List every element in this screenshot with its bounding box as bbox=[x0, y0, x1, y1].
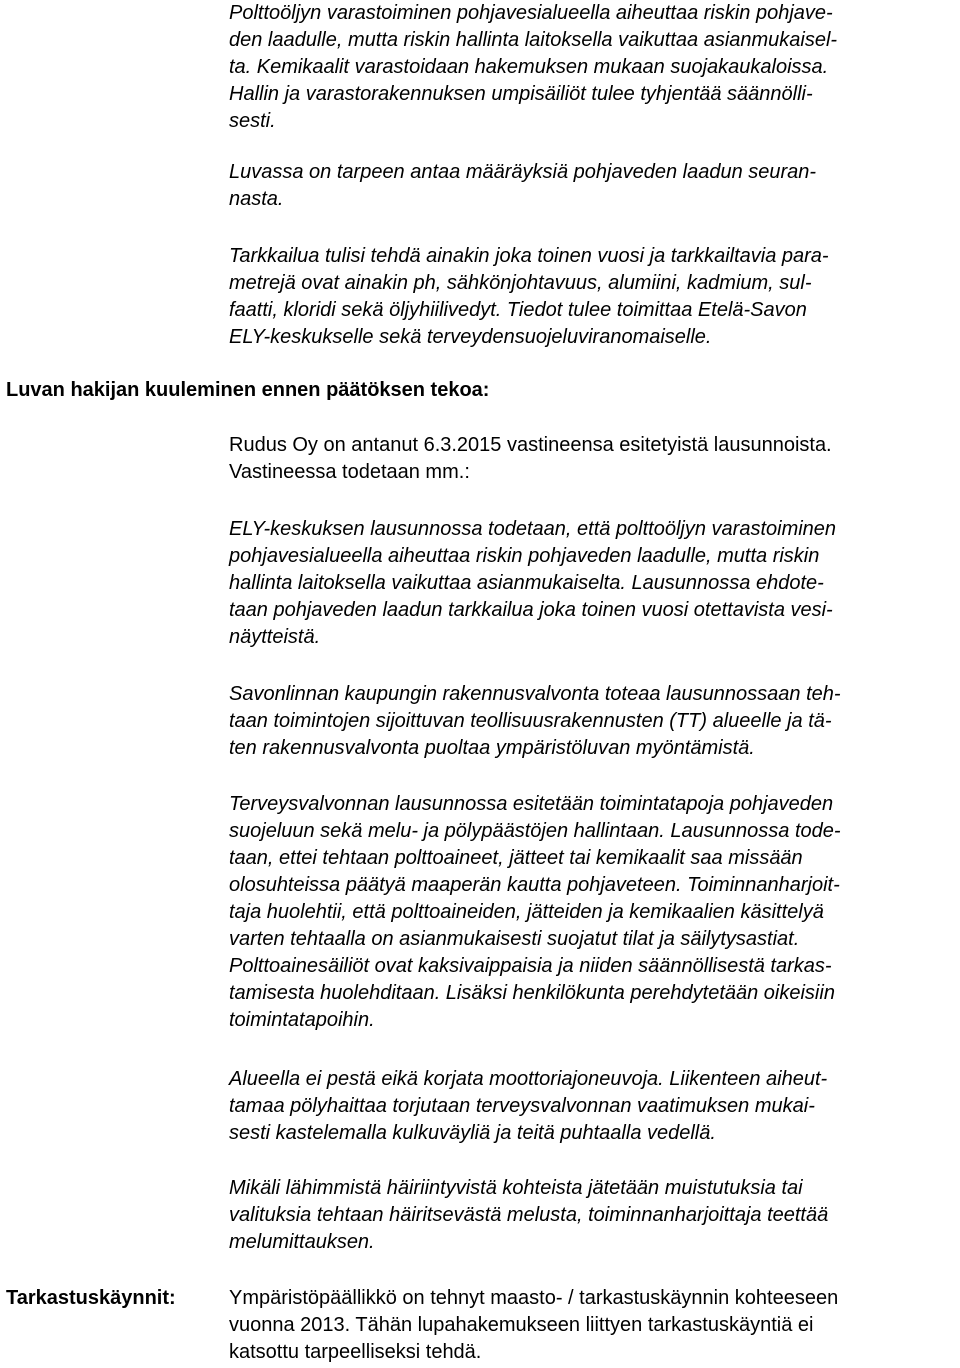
paragraph-health-supervision: Terveysvalvonnan lausunnossa esitetään toimintatapoja pohjaveden suojeluun sekä melu- ja pölypäästöjen hallintaan. Lausunnossa tode- taan, ettei tehtaan polttoaineet, jätteet tai kemikaalit saa missään olosuhteissa päätyä maaperän kautta pohjaveteen. Toiminnanharjoit- taja huolehtii, että polttoaineiden, jätteiden ja kemikaalien käsittelyä varten tehtaalla on asianmukaisesti suojatut tilat ja säilytysastiat. Polttoainesäiliöt ovat kaksivaippaisia ja niiden säännöllisestä tarkas- tamisesta huolehditaan. Lisäksi henkilökunta perehdytetään oikeisiin toimintatapoihin. bbox=[229, 793, 841, 1031]
paragraph-inspection: Ympäristöpäällikkö on tehnyt maasto- / tarkastuskäynnin kohteeseen vuonna 2013. Tähän lupahakemukseen liittyen tarkastuskäyntiä ei katsottu tarpeelliseksi tehdä. bbox=[229, 1287, 839, 1363]
paragraph-response-intro: Rudus Oy on antanut 6.3.2015 vastineensa esitetyistä lausunnoista. Vastineessa todetaan mm.: bbox=[229, 434, 832, 483]
paragraph-vehicles-dust: Alueella ei pestä eikä korjata moottoriajoneuvoja. Liikenteen aiheut- tamaa pölyhaittaa torjutaan terveysvalvonnan vaatimuksen mukai- sesti kastelemalla kulkuväyliä ja teitä puhtaalla vedellä. bbox=[229, 1068, 828, 1144]
paragraph-ely-statement: ELY-keskuksen lausunnossa todetaan, että polttoöljyn varastoiminen pohjavesialueella aiheuttaa riskin pohjaveden laadulle, mutta riskin hallinta laitoksella vaikuttaa asianmukaiselta. Lausunnossa ehdote- taan pohjaveden laadun tarkkailua joka toinen vuosi otettavista vesi- näytteistä. bbox=[229, 518, 837, 648]
paragraph-building-control: Savonlinnan kaupungin rakennusvalvonta toteaa lausunnossaan teh- taan toimintojen sijoittuvan teollisuusrakennusten (TT) alueelle ja tä- ten rakennusvalvonta puoltaa ympäristöluvan myöntämistä. bbox=[229, 683, 841, 759]
paragraph-noise-measurement: Mikäli lähimmistä häiriintyvistä kohteista jätetään muistutuksia tai valituksia tehtaan häiritsevästä melusta, toiminnanharjoittaja teettää melumittauksen. bbox=[229, 1177, 829, 1253]
paragraph-groundwater-monitoring: Luvassa on tarpeen antaa määräyksiä pohjaveden laadun seuran- nasta. bbox=[229, 161, 817, 210]
inspection-label: Tarkastuskäynnit: bbox=[6, 1287, 176, 1309]
section-heading: Luvan hakijan kuuleminen ennen päätöksen tekoa: bbox=[6, 379, 490, 401]
paragraph-monitoring-parameters: Tarkkailua tulisi tehdä ainakin joka toinen vuosi ja tarkkailtavia para- metrejä ovat ainakin ph, sähkönjohtavuus, alumiini, kadmium, sul- faatti, kloridi sekä öljyhiilivedyt. Tiedot tulee toimittaa Etelä-Savon ELY-keskukselle sekä terveydensuojeluviranomaiselle. bbox=[229, 245, 829, 348]
paragraph-fuel-oil-storage: Polttoöljyn varastoiminen pohjavesialueella aiheuttaa riskin pohjave- den laadulle, mutta riskin hallinta laitoksella vaikuttaa asianmukaisel- ta. Kemikaalit varastoidaan hakemuksen mukaan suojakaukaloissa. Hallin ja varastorakennuksen umpisäiliöt tulee tyhjentää säännölli- sesti. bbox=[229, 2, 838, 132]
